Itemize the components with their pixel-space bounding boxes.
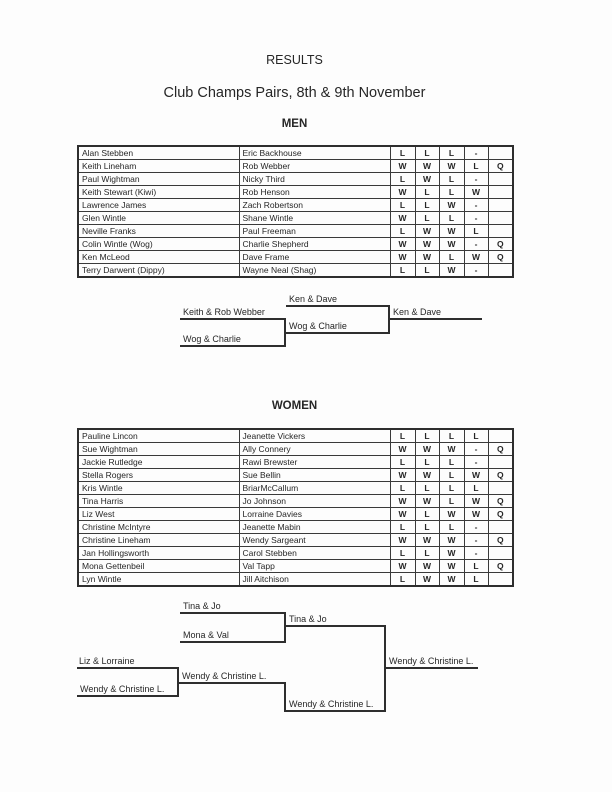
game1-result: W [390, 186, 415, 199]
women-section-heading: WOMEN [271, 400, 318, 412]
game4-result: - [464, 443, 488, 456]
game1-result: L [390, 546, 415, 559]
player2-name: Val Tapp [239, 559, 390, 572]
game4-result: W [464, 186, 488, 199]
men-table-body [78, 146, 513, 277]
player2-name: Shane Wintle [239, 211, 390, 224]
bracket-line [386, 667, 478, 669]
men-semi-winner-label: Wog & Charlie [289, 321, 347, 331]
player2-name: Dave Frame [239, 250, 390, 263]
table-row [78, 572, 513, 586]
bracket-connector [284, 612, 286, 643]
table-row [78, 160, 513, 173]
game2-result: W [415, 250, 439, 263]
game3-result: W [439, 237, 464, 250]
bracket-line [180, 612, 286, 614]
game2-result: W [415, 495, 439, 508]
game1-result: W [390, 559, 415, 572]
player1-name: Jan Hollingsworth [78, 546, 239, 559]
men-results-table [77, 145, 514, 278]
player1-name: Sue Wightman [78, 443, 239, 456]
women-semi2-winner-label: Wendy & Christine L. [182, 671, 267, 681]
table-row [78, 507, 513, 520]
game4-result: - [464, 173, 488, 186]
game1-result: L [390, 173, 415, 186]
player2-name: Carol Stebben [239, 546, 390, 559]
player1-name: Glen Wintle [78, 211, 239, 224]
game2-result: W [415, 533, 439, 546]
game4-result: L [464, 482, 488, 495]
player2-name: Jo Johnson [239, 495, 390, 508]
table-row [78, 429, 513, 443]
game2-result: L [415, 186, 439, 199]
bracket-connector [284, 318, 286, 347]
game3-result: W [439, 160, 464, 173]
table-row [78, 495, 513, 508]
table-row [78, 263, 513, 277]
player1-name: Jackie Rutledge [78, 456, 239, 469]
player1-name: Pauline Lincon [78, 429, 239, 443]
qualified-flag [488, 429, 513, 443]
player2-name: Wendy Sargeant [239, 533, 390, 546]
game1-result: W [390, 533, 415, 546]
game2-result: L [415, 199, 439, 212]
table-row [78, 211, 513, 224]
player2-name: Rawi Brewster [239, 456, 390, 469]
men-semi-team-a-label: Keith & Rob Webber [183, 307, 265, 317]
women-semi2-team-b-label: Wendy & Christine L. [80, 684, 165, 694]
game1-result: W [390, 160, 415, 173]
game2-result: W [415, 173, 439, 186]
game4-result: - [464, 263, 488, 277]
player1-name: Paul Wightman [78, 173, 239, 186]
bracket-connector [388, 305, 390, 334]
player1-name: Stella Rogers [78, 469, 239, 482]
table-row [78, 199, 513, 212]
qualified-flag [488, 224, 513, 237]
qualified-flag [488, 520, 513, 533]
qualified-flag: Q [488, 559, 513, 572]
qualified-flag: Q [488, 443, 513, 456]
player2-name: Paul Freeman [239, 224, 390, 237]
game1-result: L [390, 456, 415, 469]
game3-result: W [439, 224, 464, 237]
game4-result: W [464, 507, 488, 520]
game3-result: W [439, 507, 464, 520]
game3-result: W [439, 546, 464, 559]
game3-result: L [439, 173, 464, 186]
game2-result: W [415, 572, 439, 586]
player2-name: Jeanette Vickers [239, 429, 390, 443]
table-row [78, 146, 513, 160]
qualified-flag: Q [488, 160, 513, 173]
game4-result: - [464, 199, 488, 212]
bracket-line [286, 625, 386, 627]
game3-result: W [439, 199, 464, 212]
player2-name: Wayne Neal (Shag) [239, 263, 390, 277]
table-row [78, 520, 513, 533]
bracket-line [390, 318, 482, 320]
table-row [78, 237, 513, 250]
player2-name: Charlie Shepherd [239, 237, 390, 250]
game4-result: - [464, 520, 488, 533]
page-title: RESULTS [266, 53, 323, 67]
player2-name: Eric Backhouse [239, 146, 390, 160]
game3-result: W [439, 533, 464, 546]
player2-name: BriarMcCallum [239, 482, 390, 495]
player1-name: Lawrence James [78, 199, 239, 212]
bracket-line [180, 641, 286, 643]
qualified-flag: Q [488, 237, 513, 250]
player1-name: Alan Stebben [78, 146, 239, 160]
men-semi-team-b-label: Wog & Charlie [183, 334, 241, 344]
women-table-body [78, 429, 513, 586]
game3-result: L [439, 429, 464, 443]
qualified-flag [488, 186, 513, 199]
game1-result: L [390, 146, 415, 160]
qualified-flag [488, 146, 513, 160]
player2-name: Sue Bellin [239, 469, 390, 482]
player1-name: Neville Franks [78, 224, 239, 237]
bracket-line [286, 332, 390, 334]
game2-result: L [415, 546, 439, 559]
qualified-flag: Q [488, 533, 513, 546]
player2-name: Zach Robertson [239, 199, 390, 212]
table-row [78, 469, 513, 482]
game2-result: L [415, 211, 439, 224]
table-row [78, 186, 513, 199]
game2-result: L [415, 263, 439, 277]
game3-result: L [439, 469, 464, 482]
women-semi1-winner-label: Tina & Jo [289, 614, 327, 624]
men-champion-label: Ken & Dave [393, 307, 442, 317]
game2-result: W [415, 469, 439, 482]
table-row [78, 224, 513, 237]
game1-result: W [390, 237, 415, 250]
game4-result: L [464, 224, 488, 237]
table-row [78, 482, 513, 495]
player2-name: Jeanette Mabin [239, 520, 390, 533]
player2-name: Lorraine Davies [239, 507, 390, 520]
game4-result: L [464, 559, 488, 572]
qualified-flag [488, 173, 513, 186]
game4-result: - [464, 546, 488, 559]
women-semi1-team-a-label: Tina & Jo [183, 601, 221, 611]
player1-name: Tina Harris [78, 495, 239, 508]
qualified-flag: Q [488, 250, 513, 263]
bracket-line [286, 710, 386, 712]
game4-result: - [464, 456, 488, 469]
game2-result: W [415, 237, 439, 250]
qualified-flag: Q [488, 507, 513, 520]
women-finalist-bottom-label: Wendy & Christine L. [289, 699, 374, 709]
game1-result: L [390, 263, 415, 277]
game2-result: L [415, 146, 439, 160]
table-row [78, 173, 513, 186]
table-row [78, 546, 513, 559]
player1-name: Lyn Wintle [78, 572, 239, 586]
player2-name: Nicky Third [239, 173, 390, 186]
game4-result: L [464, 160, 488, 173]
game4-result: W [464, 469, 488, 482]
player1-name: Keith Stewart (Kiwi) [78, 186, 239, 199]
game3-result: L [439, 482, 464, 495]
game2-result: L [415, 429, 439, 443]
game3-result: L [439, 186, 464, 199]
game3-result: L [439, 456, 464, 469]
player1-name: Christine McIntyre [78, 520, 239, 533]
game3-result: L [439, 250, 464, 263]
qualified-flag [488, 572, 513, 586]
game1-result: W [390, 443, 415, 456]
game4-result: - [464, 237, 488, 250]
qualified-flag [488, 456, 513, 469]
bracket-line [286, 305, 390, 307]
player1-name: Keith Lineham [78, 160, 239, 173]
game4-result: - [464, 211, 488, 224]
player2-name: Jill Aitchison [239, 572, 390, 586]
game3-result: L [439, 146, 464, 160]
qualified-flag [488, 482, 513, 495]
bracket-line [77, 695, 179, 697]
game4-result: - [464, 533, 488, 546]
game3-result: W [439, 263, 464, 277]
game1-result: W [390, 469, 415, 482]
page-subtitle: Club Champs Pairs, 8th & 9th November [163, 85, 426, 101]
qualified-flag: Q [488, 469, 513, 482]
player1-name: Christine Lineham [78, 533, 239, 546]
bracket-line [77, 667, 179, 669]
game3-result: W [439, 559, 464, 572]
game3-result: L [439, 211, 464, 224]
game1-result: W [390, 507, 415, 520]
game1-result: L [390, 429, 415, 443]
game2-result: W [415, 160, 439, 173]
men-section-heading: MEN [281, 118, 308, 130]
game3-result: W [439, 443, 464, 456]
game2-result: W [415, 443, 439, 456]
player2-name: Ally Connery [239, 443, 390, 456]
player1-name: Kris Wintle [78, 482, 239, 495]
game3-result: W [439, 572, 464, 586]
game1-result: L [390, 572, 415, 586]
qualified-flag [488, 211, 513, 224]
game4-result: L [464, 429, 488, 443]
player1-name: Mona Gettenbeil [78, 559, 239, 572]
game2-result: L [415, 482, 439, 495]
qualified-flag: Q [488, 495, 513, 508]
game1-result: L [390, 482, 415, 495]
game1-result: W [390, 495, 415, 508]
women-semi2-team-a-label: Liz & Lorraine [79, 656, 135, 666]
game2-result: L [415, 507, 439, 520]
game4-result: - [464, 146, 488, 160]
table-row [78, 533, 513, 546]
men-finalist-top-label: Ken & Dave [289, 294, 338, 304]
bracket-line [180, 345, 286, 347]
player1-name: Ken McLeod [78, 250, 239, 263]
game1-result: L [390, 199, 415, 212]
game1-result: W [390, 250, 415, 263]
game2-result: L [415, 456, 439, 469]
game2-result: L [415, 520, 439, 533]
game1-result: W [390, 211, 415, 224]
table-row [78, 559, 513, 572]
women-semi1-team-b-label: Mona & Val [183, 630, 229, 640]
player1-name: Colin Wintle (Wog) [78, 237, 239, 250]
game1-result: L [390, 224, 415, 237]
table-row [78, 456, 513, 469]
player1-name: Terry Darwent (Dippy) [78, 263, 239, 277]
bracket-connector [284, 682, 286, 712]
game2-result: W [415, 224, 439, 237]
table-row [78, 250, 513, 263]
table-row [78, 443, 513, 456]
player2-name: Rob Webber [239, 160, 390, 173]
bracket-line [179, 682, 286, 684]
game2-result: W [415, 559, 439, 572]
player1-name: Liz West [78, 507, 239, 520]
qualified-flag [488, 263, 513, 277]
game4-result: L [464, 572, 488, 586]
game3-result: L [439, 495, 464, 508]
player2-name: Rob Henson [239, 186, 390, 199]
game4-result: W [464, 250, 488, 263]
game3-result: L [439, 520, 464, 533]
game4-result: W [464, 495, 488, 508]
game1-result: L [390, 520, 415, 533]
qualified-flag [488, 199, 513, 212]
qualified-flag [488, 546, 513, 559]
women-results-table [77, 428, 514, 587]
women-champion-label: Wendy & Christine L. [389, 656, 474, 666]
bracket-line [180, 318, 286, 320]
